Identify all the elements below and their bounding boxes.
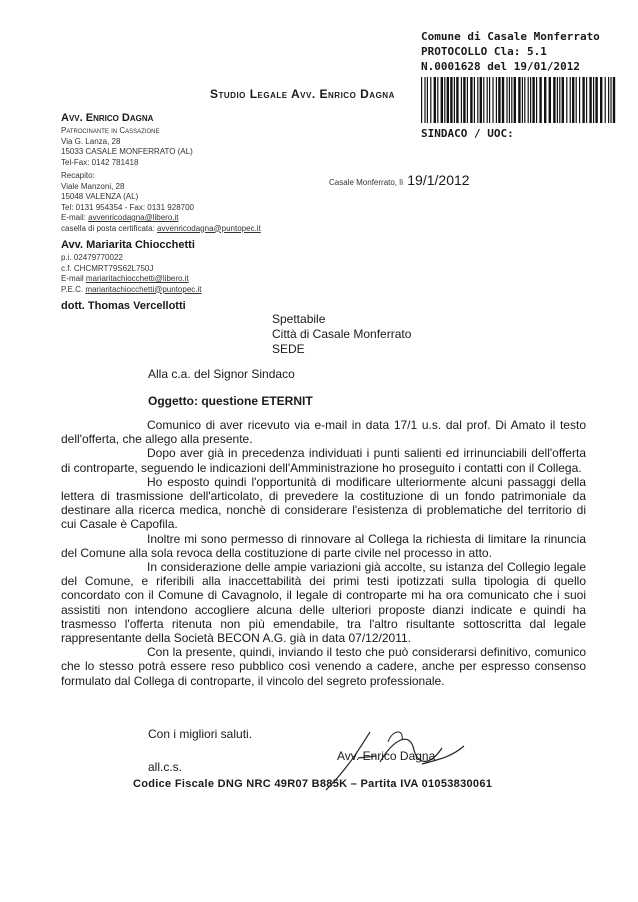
protocol-barcode [419,77,617,123]
lawyer1-email-line: E-mail: avvenricodagna@libero.it [61,213,179,222]
lawyer1-recapito-block [61,171,261,234]
date: 19/1/2012 [407,172,470,188]
paragraph: In considerazione delle ampie variazioni già accolte, su istanza del Collegio legale del Comune, e riferibili alla inaccettabilità dei primi testi ipotizzati sulla tipologia di quello concordato con il Comune di Cavagnolo, il legale di controparte mi ha ora comunicato che i suoi assistiti non intendono accogliere alcuna delle ulteriori proposte dianzi indicate e quindi ha trasmesso l'offerta ritenuta non più emendabile, tra l'altro risultante sottoscritta dal legale rappresentante della Società BECON A.G. già in data 07/12/2011. [61,560,586,646]
paragraph: Con la presente, quindi, inviando il testo che può considerarsi definitivo, comunico che lo stesso potrà essere reso pubblico così venendo a cadere, anche per espresso consenso formulato dal Collega di controparte, il vincolo del segreto professionale. [61,645,586,688]
studio-title: Studio Legale Avv. Enrico Dagna [210,87,395,101]
attachments-note: all.c.s. [148,760,183,774]
protocol-office-unit: SINDACO / UOC: [421,127,514,140]
lawyer1-role: Patrocinante in Cassazione [61,126,160,135]
lawyer1-tel: Tel-Fax: 0142 781418 [61,157,139,167]
lawyer2-pec-link[interactable]: mariaritachiocchetti@puntopec.it [85,284,202,294]
footer-fiscal-info: Codice Fiscale DNG NRC 49R07 B885K – Partita IVA 01053830061 [133,778,493,790]
lawyer2-email-link[interactable]: mariaritachiocchetti@libero.it [85,274,189,283]
lawyer2-cf: c.f. CHCMRT79S62L750J [61,263,154,273]
paragraph: Ho esposto quindi l'opportunità di modificare ulteriormente alcuni passaggi della lettera di trasmissione dell'articolato, di prevedere la costituzione di un fondo patrimoniale da destinare alla ricerca medica, nonchè di considerare l'esistenza di problematiche del territorio di cui Casale è Capofila. [61,474,586,532]
lawyer1-name: Avv. Enrico Dagna [61,112,154,124]
recipient-location: SEDE [272,342,305,356]
lawyer1-address2: 15033 CASALE MONFERRATO (AL) [61,147,193,156]
recapito-address2: 15048 VALENZA (AL) [61,192,139,201]
paragraph: Inoltre mi sono permesso di rinnovare al Collega la richiesta di limitare la rinuncia del Comune alla sola revoca della costituzione di parte civile nel processo in atto. [61,531,586,560]
lawyer1-pec-line: casella di posta certificata: avvenricodagna@puntopec.it [61,223,261,233]
recapito-tel: Tel: 0131 954354 - Fax: 0131 928700 [61,202,194,212]
protocol-classification: PROTOCOLLO Cla: 5.1 [421,45,547,58]
paragraph: Comunico di aver ricevuto via e-mail in data 17/1 u.s. dal prof. Di Amato il testo dell'offerta, che allego alla presente. [61,418,586,447]
letter-body [61,418,586,688]
closing: Con i migliori saluti. [148,727,253,741]
lawyer2-name: Avv. Mariarita Chiocchetti [61,239,195,251]
lawyer2-pec-line: P.E.C. mariaritachiocchetti@puntopec.it [61,284,202,294]
recapito-address1: Viale Manzoni, 28 [61,181,125,191]
lawyer1-pec-link[interactable]: avvenricodagna@puntopec.it [157,223,261,233]
lawyer1-address1: Via G. Lanza, 28 [61,136,121,146]
lawyer3-name: dott. Thomas Vercellotti [61,300,186,312]
lawyer2-email-line: E-mail mariaritachiocchetti@libero.it [61,274,189,283]
lawyer1-email-link[interactable]: avvenricodagna@libero.it [88,213,179,222]
lawyer2-piva: p.i. 02479770022 [61,253,123,262]
signature-name: Avv. Enrico Dagna [337,749,436,763]
paragraph: Dopo aver già in precedenza individuati i punti salienti ed irrinunciabili dell'offerta di controparte, seguendo le indicazioni dell'Amministrazione ho proseguito i contatti con il Collega. [61,446,586,475]
place: Casale Monferrato, lì [329,178,404,187]
recipient-salutation: Spettabile [272,312,326,326]
protocol-stamp [421,29,600,74]
subject-line: Oggetto: questione ETERNIT [148,394,313,408]
lawyer2-block [61,239,202,295]
recapito-label: Recapito: [61,171,95,180]
attention-line: Alla c.a. del Signor Sindaco [148,367,295,381]
place-date [329,172,470,188]
lawyer1-block [61,112,193,168]
recipient-block [272,312,411,357]
protocol-number: N.0001628 del 19/01/2012 [421,60,580,73]
recipient-entity: Città di Casale Monferrato [272,327,412,341]
protocol-office: Comune di Casale Monferrato [421,30,600,43]
